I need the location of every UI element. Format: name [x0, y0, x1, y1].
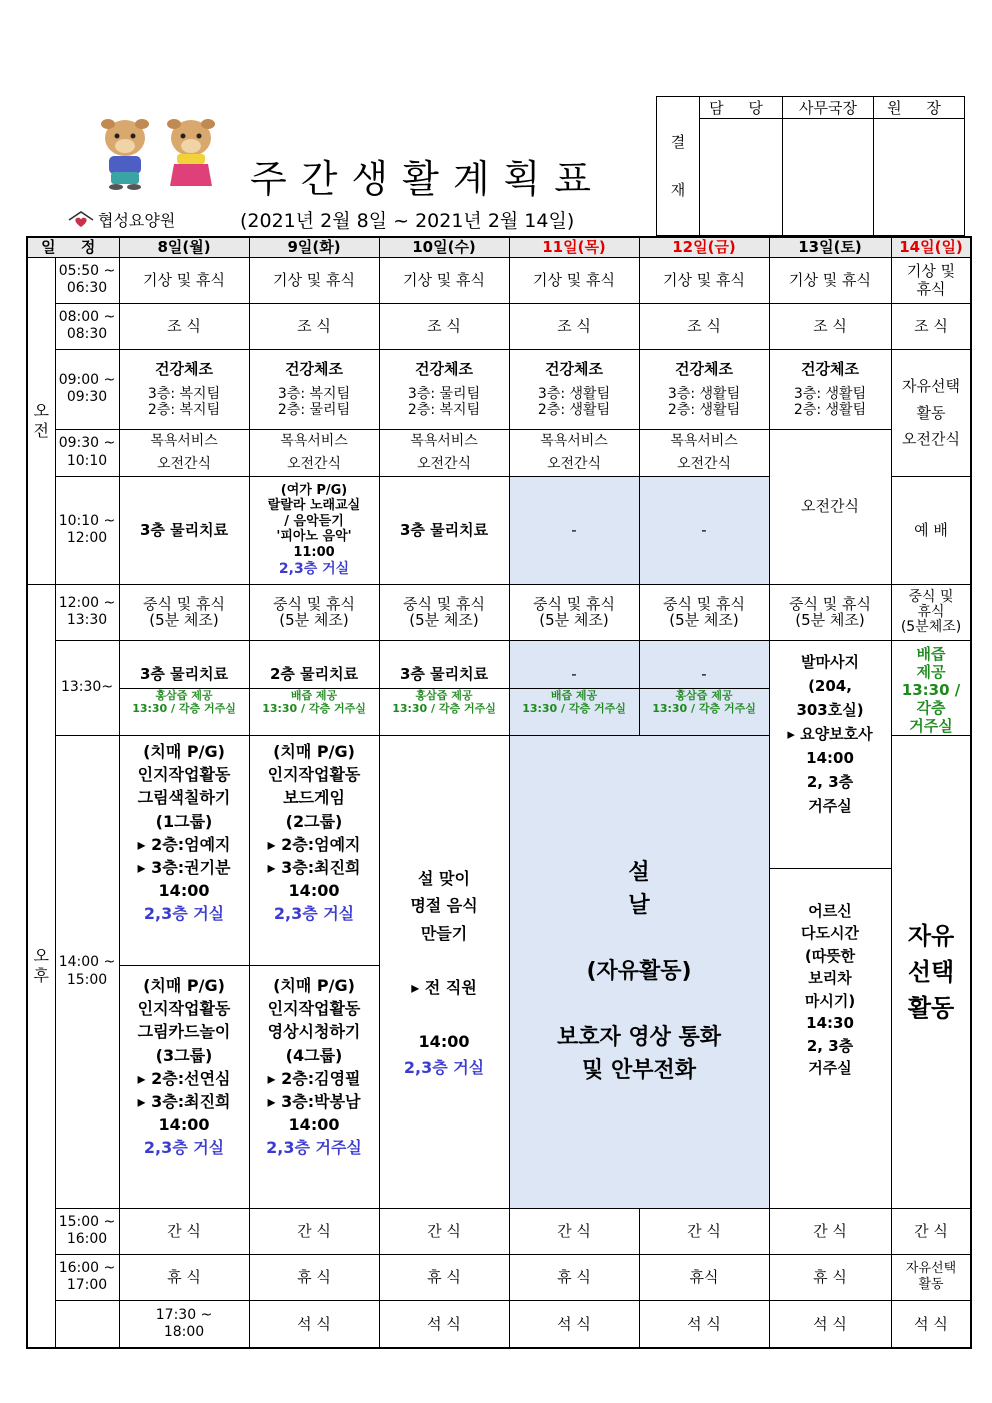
schedule-cell: 기상 및 휴식 — [891, 257, 971, 303]
day-header: 8일(월) — [119, 237, 249, 257]
schedule-cell: 휴 식 — [509, 1254, 639, 1300]
schedule-cell: - 배즙 제공 13:30 / 각층 거주실 — [509, 640, 639, 735]
time-slot: 09:00 ~ 09:30 — [55, 349, 119, 429]
schedule-cell: 중식 및 휴식 (5분 체조) — [769, 584, 891, 640]
schedule-cell: 기상 및 휴식 — [379, 257, 509, 303]
schedule-cell: 배즙 제공 13:30 / 각층 거주실 — [891, 640, 971, 735]
weekly-schedule-table — [26, 236, 972, 1349]
heart-logo-icon — [68, 211, 94, 229]
header-label: 일 정 — [27, 237, 119, 257]
schedule-cell: (치매 P/G) 인지작업활동 그림색칠하기 (1그룹) ▸ 2층:엄예지 ▸ 3층:권기분 14:00 2,3층 거실 (치매 P/G) 인지작업활동 그림카드놀이 (3그룹) ▸ 2층:선연심 ▸ 3층:최진희 14:00 2,3층 거실 — [119, 735, 249, 1208]
schedule-cell: 간 식 — [379, 1208, 509, 1254]
time-slot: 09:30 ~ 10:10 — [55, 429, 119, 476]
schedule-cell: 목욕서비스 오전간식 — [249, 429, 379, 476]
schedule-cell: 간 식 — [891, 1208, 971, 1254]
schedule-cell: 중식 및 휴식 (5분 체조) — [249, 584, 379, 640]
period-pm: 오 후 — [27, 584, 55, 1348]
schedule-cell: 간 식 — [249, 1208, 379, 1254]
approval-sign-box[interactable] — [700, 119, 783, 236]
schedule-cell: 중식 및 휴식 (5분 체조) — [379, 584, 509, 640]
day-header: 13일(토) — [769, 237, 891, 257]
time-slot: 10:10 ~ 12:00 — [55, 476, 119, 584]
time-slot: 16:00 ~ 17:00 — [55, 1254, 119, 1300]
schedule-cell: 건강체조 3층: 생활팀 2층: 생활팀 — [639, 349, 769, 429]
time-slot: 17:30 ~ 18:00 — [119, 1300, 249, 1348]
approval-role: 원 장 — [874, 97, 965, 119]
schedule-cell: 건강체조 3층: 생활팀 2층: 생활팀 — [509, 349, 639, 429]
day-header: 10일(수) — [379, 237, 509, 257]
schedule-cell: 목욕서비스 오전간식 — [119, 429, 249, 476]
schedule-cell: 석 식 — [379, 1300, 509, 1348]
schedule-cell: 조 식 — [119, 303, 249, 349]
day-header: 9일(화) — [249, 237, 379, 257]
schedule-cell: 간 식 — [639, 1208, 769, 1254]
schedule-cell: 예 배 — [891, 476, 971, 584]
schedule-cell: 휴 식 — [119, 1254, 249, 1300]
schedule-cell: - — [639, 476, 769, 584]
schedule-cell: 자유선택 활동 오전간식 — [891, 349, 971, 476]
approval-role: 사무국장 — [783, 97, 874, 119]
schedule-cell: 발마사지 (204, 303호실) ▸ 요양보호사 14:00 2, 3층 거주실 어르신 다도시간 (따뜻한 보리차 마시기) 14:30 2, 3층 거주실 — [769, 640, 891, 1208]
approval-sign-box[interactable] — [874, 119, 965, 236]
org-label: 협성요양원 — [98, 211, 176, 230]
schedule-cell: 휴식 — [639, 1254, 769, 1300]
schedule-cell: 3층 물리치료 — [119, 476, 249, 584]
day-header: 14일(일) — [891, 237, 971, 257]
schedule-cell: (여가 P/G) 랄랄라 노래교실 / 음악듣기 '피아노 음악' 11:00 2,3층 거실 — [249, 476, 379, 584]
schedule-cell: 기상 및 휴식 — [639, 257, 769, 303]
day-header: 12일(금) — [639, 237, 769, 257]
schedule-cell: 석 식 — [509, 1300, 639, 1348]
period-am: 오 전 — [27, 257, 55, 584]
schedule-cell: 자유선택 활동 — [891, 1254, 971, 1300]
schedule-cell: 3층 물리치료 — [379, 476, 509, 584]
schedule-cell-holiday: 설 날 (자유활동) 보호자 영상 통화 및 안부전화 — [509, 735, 769, 1208]
mascot-girl-icon — [162, 112, 220, 190]
schedule-cell: 중식 및 휴식 (5분 체조) — [509, 584, 639, 640]
date-range: (2021년 2월 8일 ~ 2021년 2월 14일) — [240, 210, 575, 232]
schedule-cell: 건강체조 3층: 복지팀 2층: 물리팀 — [249, 349, 379, 429]
schedule-cell: 석 식 — [769, 1300, 891, 1348]
schedule-cell: 조 식 — [769, 303, 891, 349]
schedule-cell: 휴 식 — [249, 1254, 379, 1300]
time-slot: 14:00 ~ 15:00 — [55, 735, 119, 1208]
approval-side-label: 결 재 — [657, 97, 700, 236]
mascot-boy-icon — [96, 112, 154, 190]
schedule-cell: 간 식 — [119, 1208, 249, 1254]
schedule-cell: 중식 및 휴식 (5분 체조) — [119, 584, 249, 640]
time-slot: 12:00 ~ 13:30 — [55, 584, 119, 640]
day-header: 11일(목) — [509, 237, 639, 257]
organization-name — [68, 208, 175, 231]
schedule-cell: 기상 및 휴식 — [509, 257, 639, 303]
schedule-cell: 자유 선택 활동 — [891, 735, 971, 1208]
schedule-cell: - — [509, 476, 639, 584]
schedule-cell: 조 식 — [639, 303, 769, 349]
approval-box — [656, 96, 965, 236]
schedule-cell: (치매 P/G) 인지작업활동 보드게임 (2그룹) ▸ 2층:엄예지 ▸ 3층:최진희 14:00 2,3층 거실 (치매 P/G) 인지작업활동 영상시청하기 (4그룹) ▸ 2층:김영필 ▸ 3층:박봉남 14:00 2,3층 거주실 — [249, 735, 379, 1208]
time-slot: 05:50 ~ 06:30 — [55, 257, 119, 303]
approval-role: 담 당 — [700, 97, 783, 119]
approval-sign-box[interactable] — [783, 119, 874, 236]
page-title: 주간생활계획표 — [250, 157, 605, 201]
schedule-cell: 오전간식 — [769, 429, 891, 584]
schedule-cell: 조 식 — [509, 303, 639, 349]
schedule-cell: 조 식 — [379, 303, 509, 349]
schedule-cell: 2층 물리치료 배즙 제공 13:30 / 각층 거주실 — [249, 640, 379, 735]
schedule-cell: 석 식 — [639, 1300, 769, 1348]
schedule-cell: 기상 및 휴식 — [119, 257, 249, 303]
schedule-cell: 기상 및 휴식 — [249, 257, 379, 303]
schedule-cell: 3층 물리치료 홍삼즙 제공 13:30 / 각층 거주실 — [379, 640, 509, 735]
schedule-cell: 목욕서비스 오전간식 — [639, 429, 769, 476]
schedule-cell: 휴 식 — [379, 1254, 509, 1300]
schedule-cell: 3층 물리치료 홍삼즙 제공 13:30 / 각층 거주실 — [119, 640, 249, 735]
period-spacer — [55, 1300, 119, 1348]
schedule-cell: 조 식 — [249, 303, 379, 349]
schedule-cell: 석 식 — [891, 1300, 971, 1348]
schedule-cell: - 홍삼즙 제공 13:30 / 각층 거주실 — [639, 640, 769, 735]
schedule-cell: 석 식 — [249, 1300, 379, 1348]
schedule-cell: 건강체조 3층: 생활팀 2층: 생활팀 — [769, 349, 891, 429]
schedule-cell: 설 맞이 명절 음식 만들기 ▸ 전 직원 14:00 2,3층 거실 — [379, 735, 509, 1208]
time-slot: 15:00 ~ 16:00 — [55, 1208, 119, 1254]
time-slot: 13:30~ — [55, 640, 119, 735]
schedule-cell: 목욕서비스 오전간식 — [379, 429, 509, 476]
time-slot: 08:00 ~ 08:30 — [55, 303, 119, 349]
schedule-cell: 중식 및 휴식 (5분 체조) — [639, 584, 769, 640]
schedule-cell: 조 식 — [891, 303, 971, 349]
schedule-cell: 간 식 — [509, 1208, 639, 1254]
schedule-cell: 간 식 — [769, 1208, 891, 1254]
schedule-cell: 목욕서비스 오전간식 — [509, 429, 639, 476]
schedule-cell: 건강체조 3층: 복지팀 2층: 복지팀 — [119, 349, 249, 429]
schedule-cell: 중식 및 휴식 (5분체조) — [891, 584, 971, 640]
schedule-cell: 휴 식 — [769, 1254, 891, 1300]
schedule-cell: 기상 및 휴식 — [769, 257, 891, 303]
schedule-cell: 건강체조 3층: 물리팀 2층: 복지팀 — [379, 349, 509, 429]
